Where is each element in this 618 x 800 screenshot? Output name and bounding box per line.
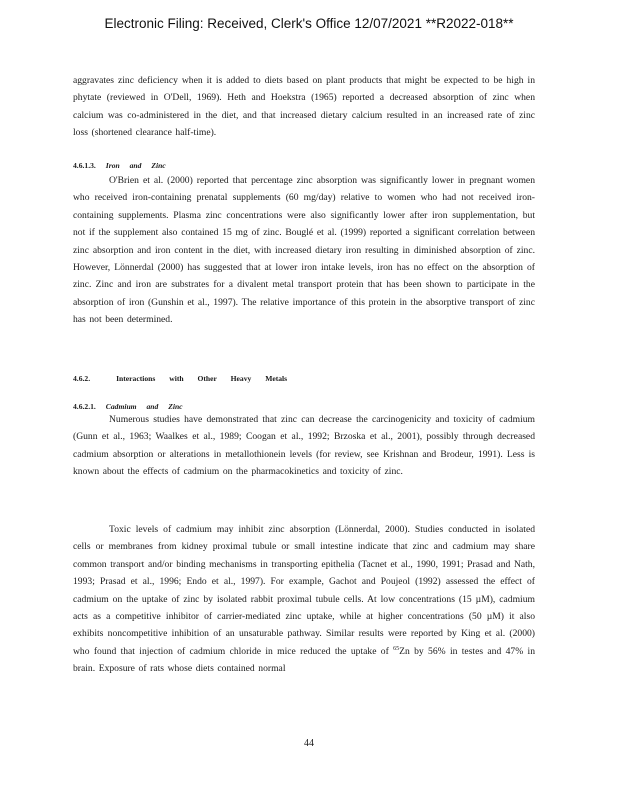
section-number: 4.6.1.3. — [73, 161, 96, 170]
section-heading-cadmium-zinc — [73, 402, 183, 411]
paragraph-text: Toxic levels of cadmium may inhibit zinc absorption (Lönnerdal, 2000). Studies conducted in isolated cells or membranes from kidney proximal tubule or small intestine indicate that zinc and cadmium may share common transport and/or binding mechanisms in transporting epithelia (Tacnet et al., 1990, 1991; Prasad and Nath, 1993; Prasad et al., 1996; Endo et al., 1997). For example, Gachot and Poujeol (1992) assessed the effect of cadmium on the uptake of zinc by isolated rabbit proximal tubule cells. At low concentrations (15 µM), cadmium acts as a competitive inhibitor of carrier-mediated zinc uptake, while at higher concentrations (50 µM) it also exhibits noncompetitive inhibition of an unsaturable pathway. Similar results were reported by King et al. (2000) who found that injection of cadmium chloride in mice reduced the uptake of — [73, 524, 535, 657]
filing-header: Electronic Filing: Received, Clerk's Office 12/07/2021 **R2022-018** — [104, 16, 514, 31]
section-title: Interactions with Other Heavy Metals — [116, 374, 288, 383]
section-title: Iron and Zinc — [105, 161, 166, 170]
paragraph-phytate-calcium: aggravates zinc deficiency when it is added to diets based on plant products that might be expected to be high in phytate (reviewed in O'Dell, 1969). Heth and Hoekstra (1965) reported a decreased absorption of zinc when calcium was co-administered in the diet, and that increased dietary calcium resulted in an increased rate of zinc loss (shortened clearance half-time). — [73, 75, 535, 139]
paragraph-text-continued: Zn by 56% in testes and 47% in brain. Exposure of rats whose diets contained normal — [73, 645, 535, 675]
isotope-superscript: 65 — [393, 645, 400, 652]
section-heading-iron-zinc — [73, 161, 166, 170]
section-number: 4.6.2. — [73, 374, 91, 383]
section-number: 4.6.2.1. — [73, 402, 96, 411]
section-title: Cadmium and Zinc — [105, 402, 183, 411]
section-heading-heavy-metals — [73, 374, 287, 383]
page-number: 44 — [304, 738, 314, 749]
paragraph-iron-zinc: O'Brien et al. (2000) reported that percentage zinc absorption was significantly lower in pregnant women who received iron-containing prenatal supplements (60 mg/day) relative to women who had not received iron-containing supplements. Plasma zinc concentrations were also significantly lower after iron supplementation, but not if the supplement also contained 15 mg of zinc. Bouglé et al. (1999) reported a significant correlation between zinc absorption and iron content in the diet, with increased dietary iron resulting in diminished absorption of zinc. However, Lönnerdal (2000) has suggested that at lower iron intake levels, iron has no effect on the absorption of zinc. Zinc and iron are substrates for a divalent metal transport protein that has been shown to participate in the absorption of iron (Gunshin et al., 1997). The relative importance of this protein in the absorptive transport of zinc has not been determined. — [73, 175, 535, 326]
paragraph-cadmium-absorption — [73, 521, 535, 678]
paragraph-cadmium-carcinogenicity: Numerous studies have demonstrated that zinc can decrease the carcinogenicity and toxicity of cadmium (Gunn et al., 1963; Waalkes et al., 1989; Coogan et al., 1992; Brzoska et al., 2001), possibly through decreased cadmium absorption or alterations in metallothionein levels (for review, see Krishnan and Brodeur, 1991). Less is known about the effects of cadmium on the pharmacokinetics and toxicity of zinc. — [73, 414, 535, 478]
